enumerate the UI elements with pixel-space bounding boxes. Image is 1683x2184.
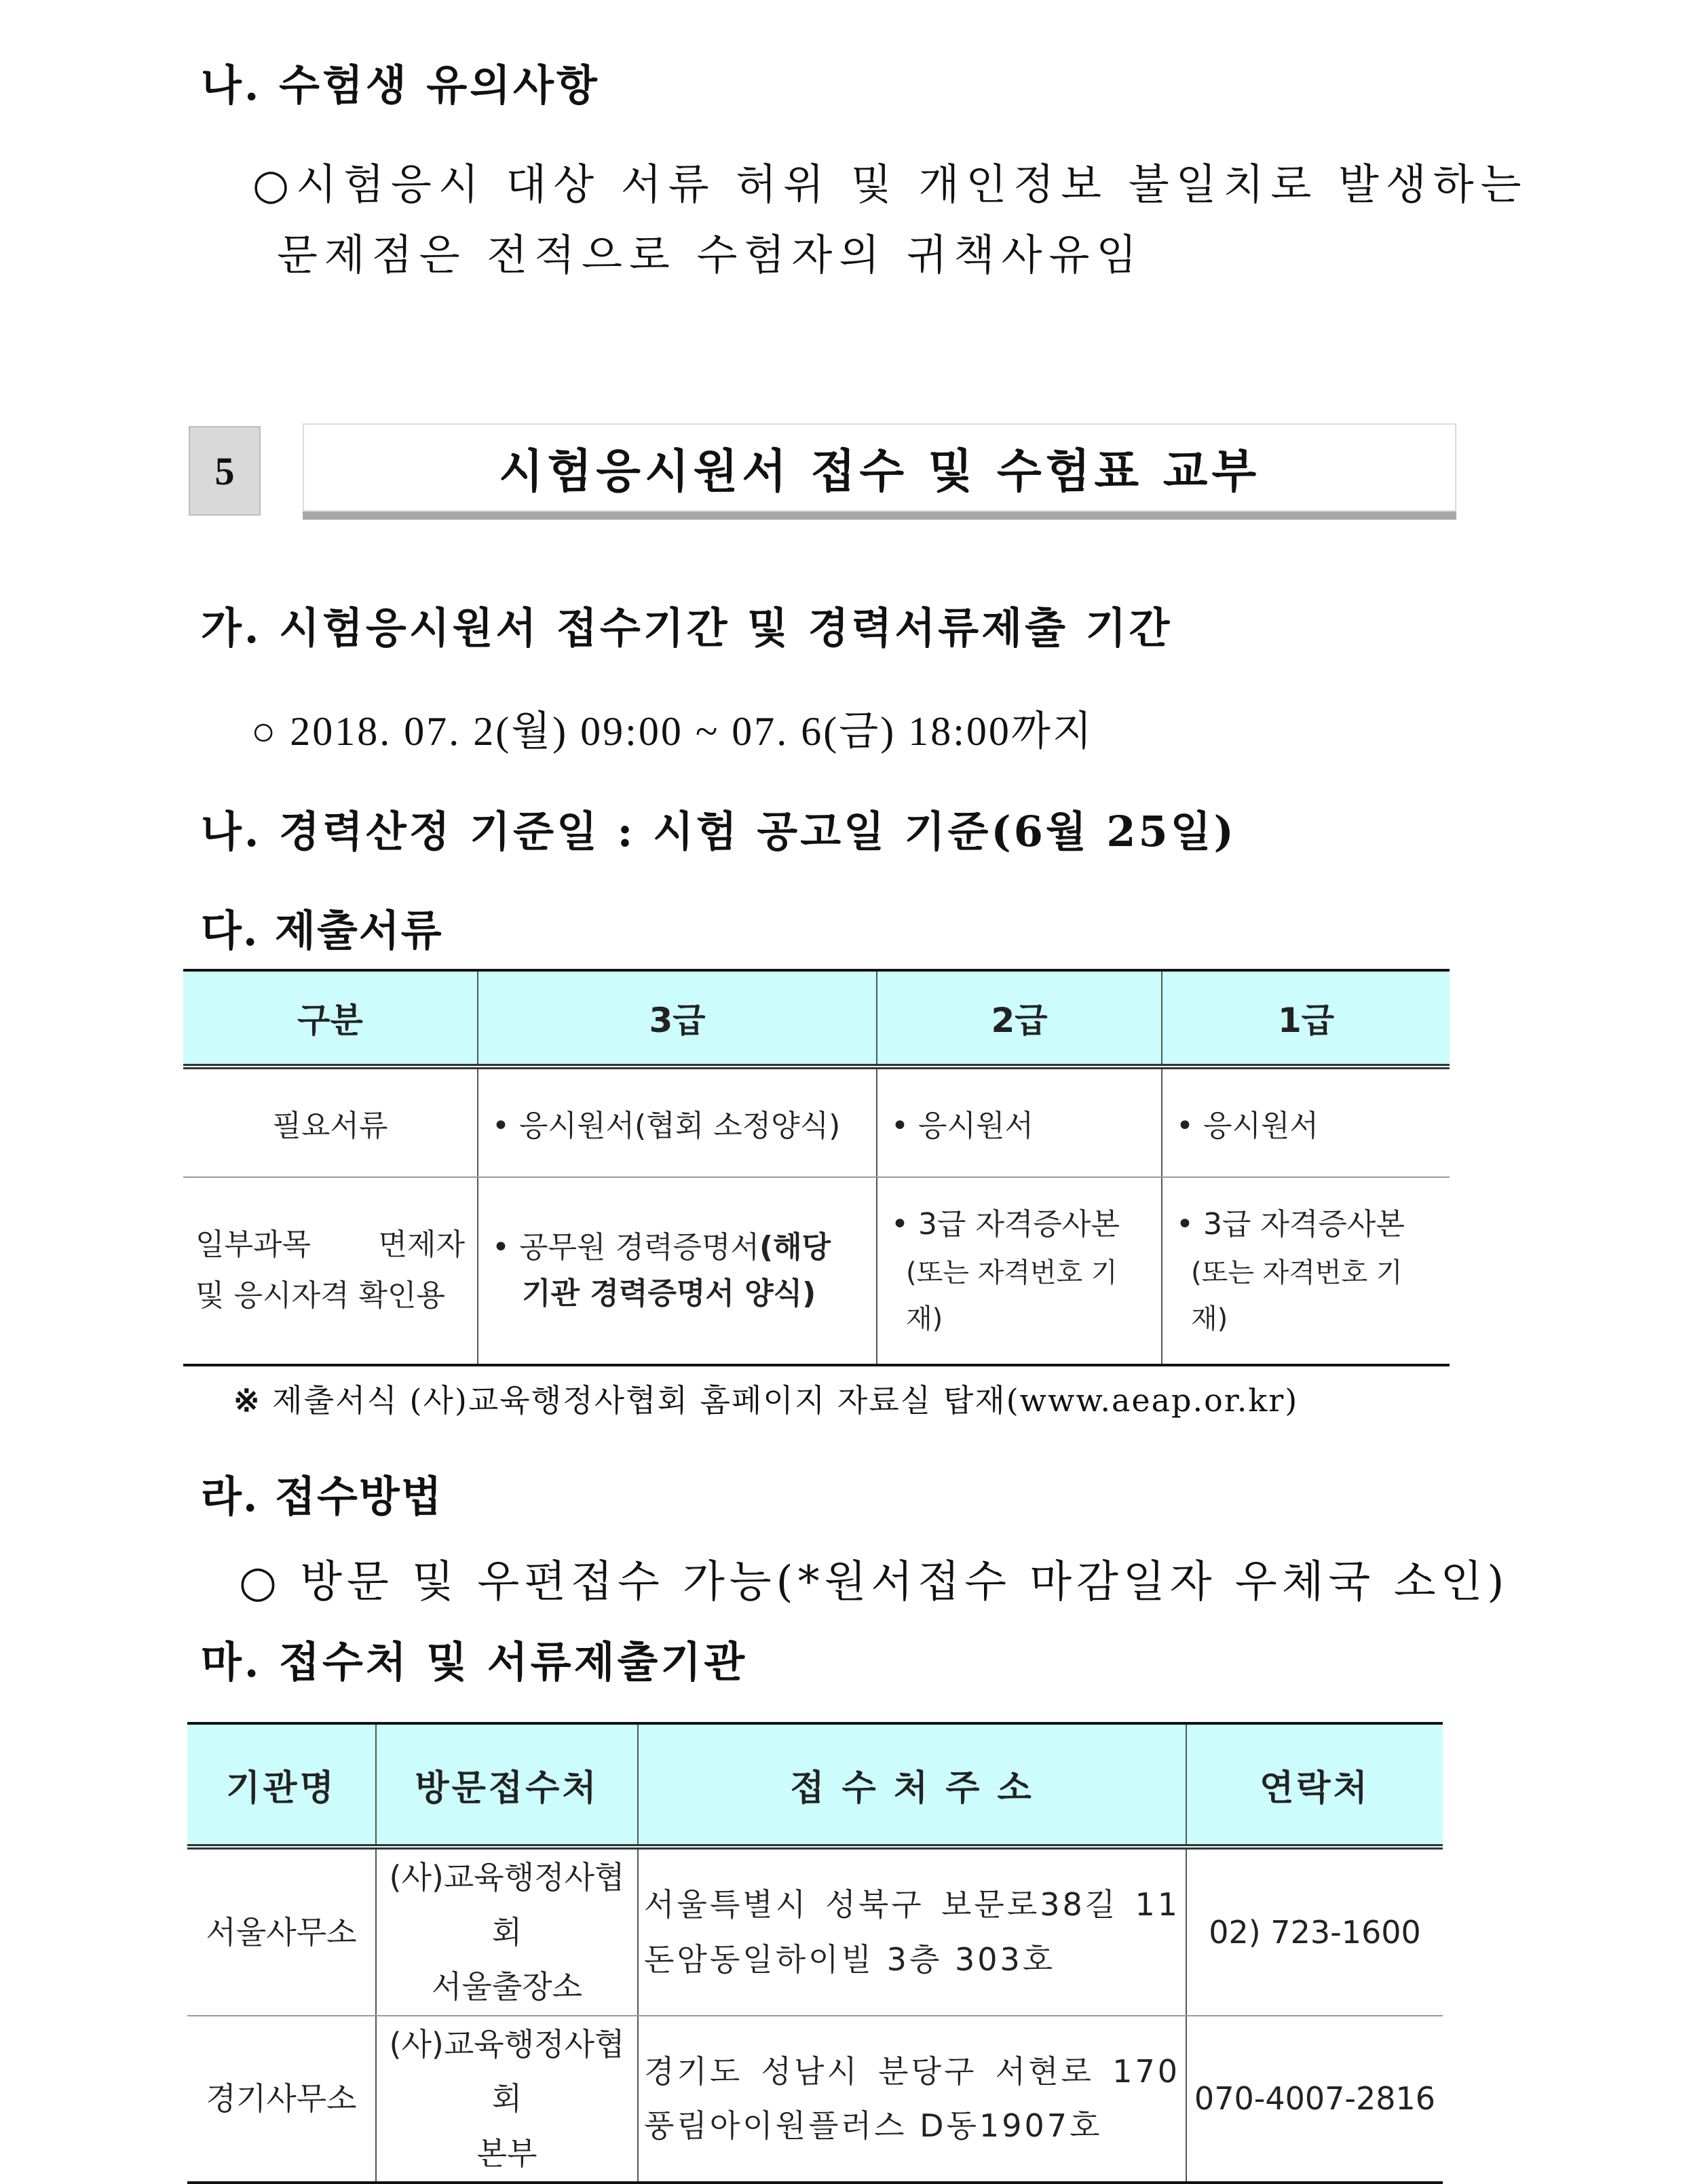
section-number: 5 [189, 426, 261, 516]
office-desk-line1: (사)교육행정사협회 [389, 2025, 625, 2117]
cell-grade3-prefix: • 공무원 경력증명서 [492, 1229, 759, 1265]
office-desk-line1: (사)교육행정사협회 [389, 1859, 625, 1951]
method-item: ○ 방문 및 우편접수 가능(*원서접수 마감일자 우체국 소인) [239, 1557, 1509, 1607]
cell-grade1-line2: (또는 자격번호 기재) [1191, 1257, 1403, 1335]
note-mark: ※ [233, 1382, 261, 1419]
documents-col-grade1: 1급 [1162, 970, 1450, 1067]
table-row [183, 1177, 1450, 1365]
row-label-line2: 및 응시자격 확인용 [195, 1278, 446, 1313]
office-address-line1: 서울특별시 성북구 보문로38길 11 [644, 1886, 1180, 1923]
offices-table [187, 1722, 1443, 2184]
office-phone: 02) 723-1600 [1186, 1847, 1443, 2016]
table-row [187, 2016, 1443, 2183]
row-label-line1: 일부과목 면제자 [195, 1227, 465, 1263]
cell-grade3-bold1: (해당 [759, 1229, 831, 1265]
office-desk [376, 2016, 638, 2183]
office-address-line2: 풍림아이원플러스 D동1907호 [644, 2107, 1103, 2145]
documents-col-category: 구분 [183, 970, 478, 1067]
cell-grade1: • 응시원서 [1162, 1067, 1450, 1177]
offices-col-phone: 연락처 [1186, 1723, 1443, 1847]
section-title: 시험응시원서 접수 및 수험표 교부 [303, 423, 1456, 512]
period-item: ○ 2018. 07. 2(월) 09:00 ~ 07. 6(금) 18:00까지 [251, 709, 1094, 754]
precautions-bullet-line1: ○시험응시 대상 서류 허위 및 개인정보 불일치로 발생하는 [252, 159, 1528, 209]
office-name: 서울사무소 [187, 1847, 376, 2016]
cell-grade1-line1: • 3급 자격증사본 [1176, 1206, 1405, 1242]
offices-heading: 마. 접수처 및 서류제출기관 [201, 1637, 748, 1687]
career-heading: 나. 경력산정 기준일 : 시험 공고일 기준(6월 25일) [201, 807, 1236, 856]
documents-col-grade2: 2급 [877, 970, 1162, 1067]
cell-grade3 [478, 1177, 877, 1365]
office-desk [376, 1847, 638, 2016]
documents-header-row [183, 970, 1450, 1067]
method-heading: 라. 접수방법 [201, 1472, 443, 1521]
cell-grade2: • 응시원서 [877, 1067, 1162, 1177]
offices-header-row [187, 1723, 1443, 1847]
office-desk-line2: 서울출장소 [431, 1968, 583, 2005]
offices-col-name: 기관명 [187, 1723, 376, 1847]
cell-grade2 [877, 1177, 1162, 1365]
office-address-line2: 돈암동일하이빌 3층 303호 [644, 1940, 1056, 1978]
office-name: 경기사무소 [187, 2016, 376, 2183]
offices-col-desk: 방문접수처 [376, 1723, 638, 1847]
precautions-bullet-line2: 문제점은 전적으로 수험자의 귀책사유임 [277, 230, 1144, 280]
documents-table [183, 969, 1450, 1366]
section-title-underline [303, 512, 1456, 520]
office-address-line1: 경기도 성남시 분당구 서현로 170 [644, 2052, 1180, 2090]
table-row [187, 1847, 1443, 2016]
documents-note [233, 1376, 1298, 1421]
period-heading: 가. 시험응시원서 접수기간 및 경력서류제출 기간 [201, 603, 1173, 653]
documents-col-grade3: 3급 [478, 970, 877, 1067]
cell-grade2-line2: (또는 자격번호 기재) [906, 1257, 1118, 1335]
office-phone: 070-4007-2816 [1186, 2016, 1443, 2183]
row-label: 필요서류 [183, 1067, 478, 1177]
table-row [183, 1067, 1450, 1177]
cell-grade2-line1: • 3급 자격증사본 [891, 1206, 1120, 1242]
cell-grade3-bold2: 기관 경력증명서 양식) [522, 1276, 816, 1311]
note-text: 제출서식 (사)교육행정사협회 홈페이지 자료실 탑재(www.aeap.or.kr) [272, 1382, 1299, 1419]
row-label [183, 1177, 478, 1365]
office-address [638, 2016, 1186, 2183]
offices-col-address: 접 수 처 주 소 [638, 1723, 1186, 1847]
office-desk-line2: 본부 [476, 2134, 537, 2172]
precautions-heading: 나. 수험생 유의사항 [201, 60, 600, 110]
cell-grade1 [1162, 1177, 1450, 1365]
cell-grade3: • 응시원서(협회 소정양식) [478, 1067, 877, 1177]
office-address [638, 1847, 1186, 2016]
documents-heading: 다. 제출서류 [201, 906, 443, 955]
